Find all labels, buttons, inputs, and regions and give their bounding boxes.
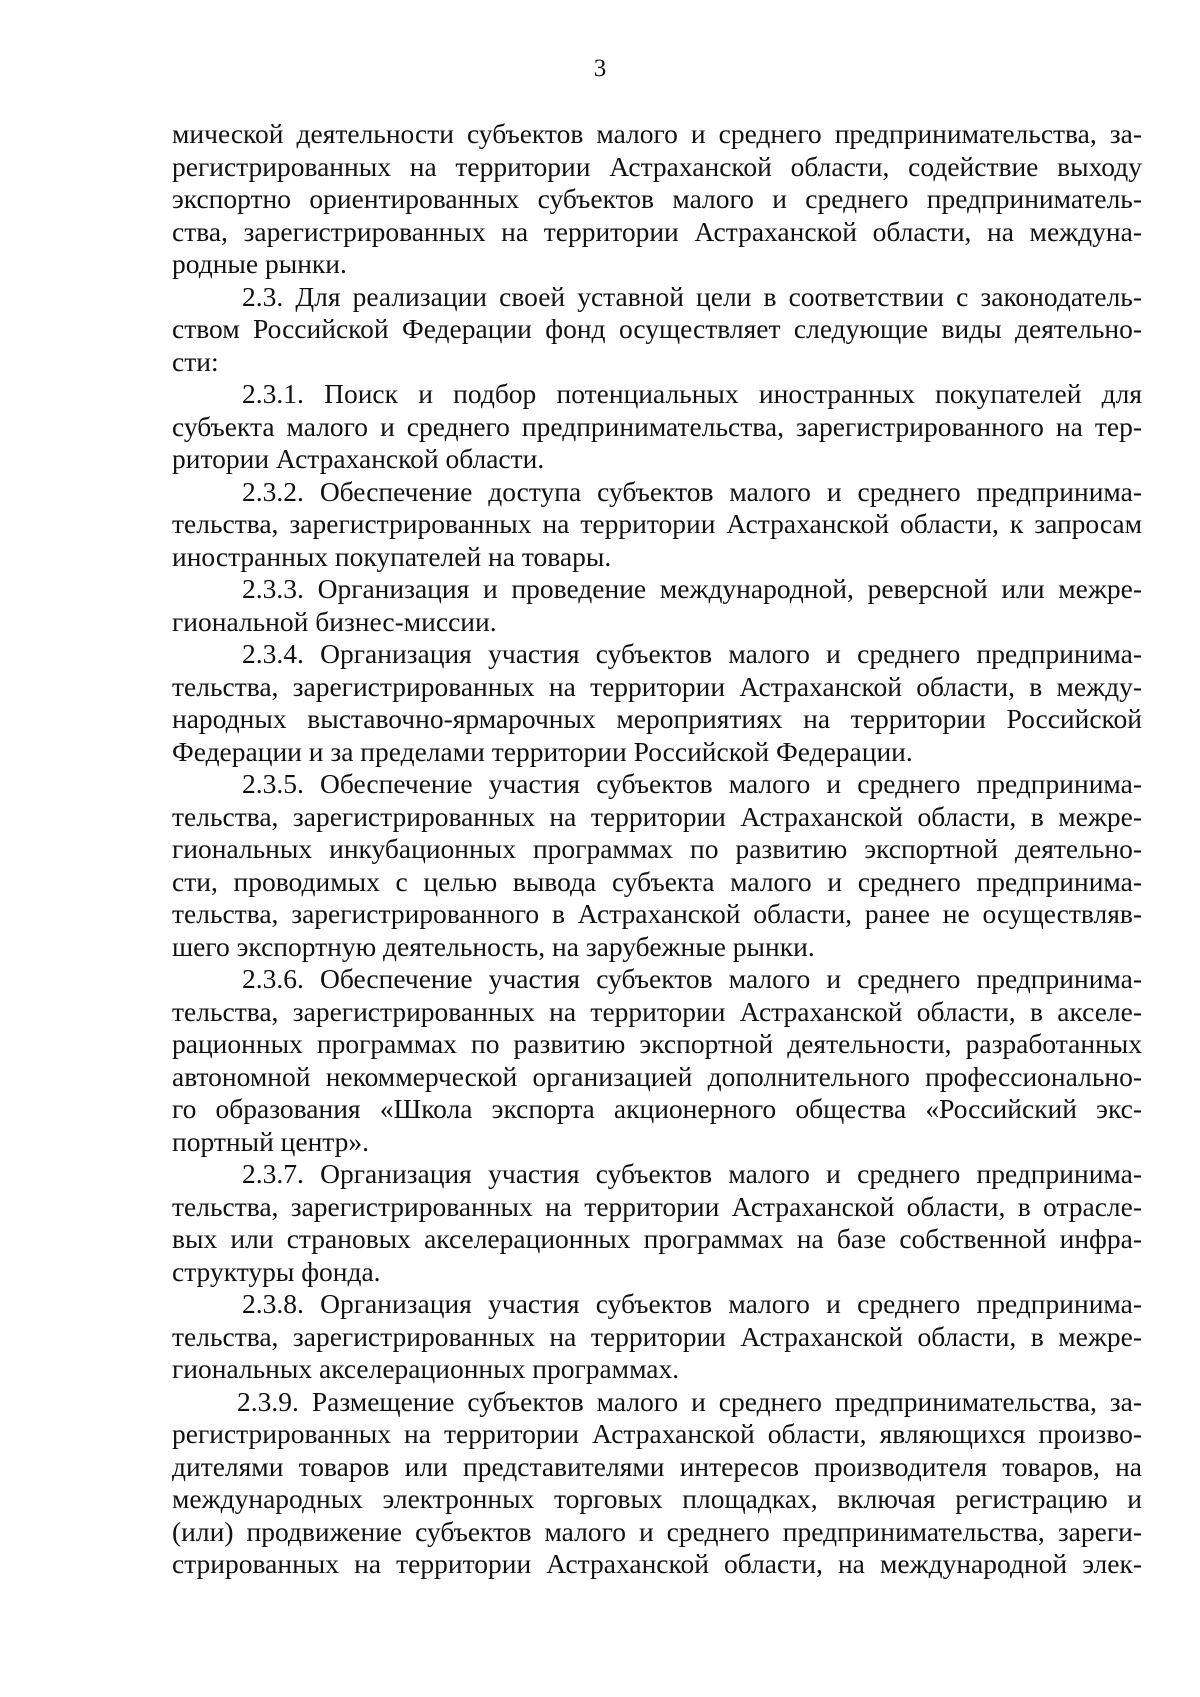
document-body (172, 118, 1142, 1581)
text-line: Федерации и за пределами территории Российской Федерации. (172, 735, 913, 767)
text-line: субъекта малого и среднего предпринимательства, зарегистрированного на тер- (172, 410, 1142, 442)
text-line: ством Российской Федерации фонд осуществляет следующие виды деятельно- (172, 313, 1142, 344)
text-line: ства, зарегистрированных на территории Астраханской области, на междуна- (172, 215, 1142, 247)
page-number: 3 (593, 55, 607, 82)
text-line: шего экспортную деятельность, на зарубежные рынки. (172, 930, 815, 962)
paragraph-first-line: 2.3.3. Организация и проведение международной, реверсной или межре- (242, 573, 1142, 604)
text-line: сти: (172, 345, 219, 377)
text-line: го образования «Школа экспорта акционерного общества «Российский экс- (172, 1093, 1142, 1124)
text-line: тельства, зарегистрированных на территории Астраханской области, в межре- (172, 1320, 1142, 1352)
text-line: тельства, зарегистрированных на территории Астраханской области, в акселе- (172, 995, 1142, 1027)
text-line: рационных программах по развитию экспортной деятельности, разработанных (172, 1028, 1142, 1059)
text-line: регистрированных на территории Астраханской области, содействие выходу (172, 150, 1142, 182)
paragraph-first-line: 2.3.5. Обеспечение участия субъектов малого и среднего предпринима- (242, 768, 1142, 799)
paragraph-first-line: 2.3.9. Размещение субъектов малого и среднего предпринимательства, за- (237, 1385, 1142, 1417)
text-line: гиональных инкубационных программах по развитию экспортной деятельно- (172, 833, 1142, 864)
paragraph-first-line: 2.3.4. Организация участия субъектов малого и среднего предпринима- (242, 638, 1142, 669)
paragraph-first-line: 2.3.7. Организация участия субъектов малого и среднего предпринима- (242, 1158, 1142, 1189)
text-line: гиональной бизнес-миссии. (172, 605, 497, 637)
paragraph-first-line: 2.3.6. Обеспечение участия субъектов малого и среднего предпринима- (242, 963, 1142, 994)
text-line: международных электронных торговых площадках, включая регистрацию и (172, 1483, 1142, 1514)
text-line: тельства, зарегистрированных на территории Астраханской области, в между- (172, 670, 1142, 702)
text-line: вых или страновых акселерационных программах на базе собственной инфра- (172, 1223, 1142, 1254)
text-line: иностранных покупателей на товары. (172, 540, 612, 572)
text-line: тельства, зарегистрированных на территории Астраханской области, в межре- (172, 800, 1142, 832)
text-line: тельства, зарегистрированных на территории Астраханской области, к запросам (172, 508, 1142, 539)
paragraph-first-line: 2.3.1. Поиск и подбор потенциальных иностранных покупателей для (242, 378, 1142, 409)
paragraph-first-line: 2.3.8. Организация участия субъектов малого и среднего предпринима- (242, 1288, 1142, 1319)
text-line: автономной некоммерческой организацией дополнительного профессионально- (172, 1060, 1142, 1092)
text-line: стрированных на территории Астраханской области, на международной элек- (172, 1548, 1142, 1579)
text-line: гиональных акселерационных программах. (172, 1353, 680, 1384)
text-line: (или) продвижение субъектов малого и среднего предпринимательства, зареги- (172, 1515, 1142, 1547)
text-line: экспортно ориентированных субъектов малого и среднего предприниматель- (172, 183, 1142, 214)
text-line: дителями товаров или представителями интересов производителя товаров, на (172, 1450, 1142, 1482)
text-line: структуры фонда. (172, 1255, 381, 1287)
text-line: сти, проводимых с целью вывода субъекта малого и среднего предпринима- (172, 865, 1142, 897)
text-line: народных выставочно-ярмарочных мероприятиях на территории Российской (172, 703, 1142, 734)
paragraph-first-line: 2.3. Для реализации своей уставной цели в соответствии с законодатель- (242, 280, 1142, 312)
text-line: портный центр». (172, 1125, 370, 1157)
text-line: тельства, зарегистрированных на территории Астраханской области, в отрасле- (172, 1190, 1142, 1222)
text-line: регистрированных на территории Астраханской области, являющихся произво- (172, 1418, 1142, 1449)
paragraph-first-line: 2.3.2. Обеспечение доступа субъектов малого и среднего предпринима- (242, 475, 1142, 507)
text-line: мической деятельности субъектов малого и среднего предпринимательства, за- (172, 118, 1142, 149)
text-line: родные рынки. (172, 248, 347, 279)
text-line: тельства, зарегистрированного в Астраханской области, ранее не осуществляв- (172, 898, 1142, 929)
text-line: ритории Астраханской области. (172, 443, 545, 474)
